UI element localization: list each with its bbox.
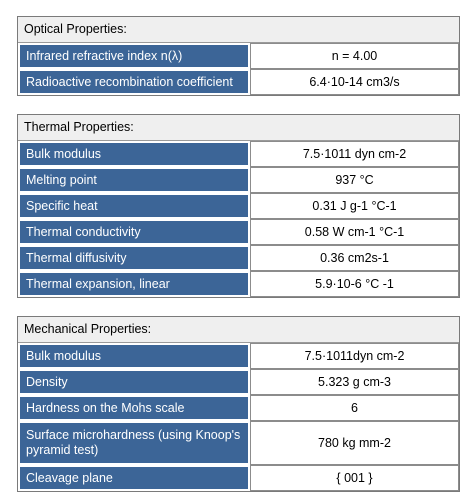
property-value: 6 [250,395,459,421]
table-row [18,193,459,219]
table-row [18,343,459,369]
property-value: 0.58 W cm-1 °C-1 [250,219,459,245]
table-row [18,245,459,271]
property-value: 0.36 cm2s-1 [250,245,459,271]
property-label: Thermal conductivity [18,219,250,245]
table-row [18,43,459,69]
table-row [18,271,459,297]
property-label: Bulk modulus [18,343,250,369]
property-label: Specific heat [18,193,250,219]
section-title: Optical Properties: [18,17,459,43]
properties-table [18,43,459,95]
mechanical-properties-table [17,316,460,492]
property-value: 6.4·10-14 cm3/s [250,69,459,95]
property-label: Surface microhardness (using Knoop's pyramid test) [18,421,250,465]
property-label: Thermal expansion, linear [18,271,250,297]
table-row [18,369,459,395]
thermal-properties-table [17,114,460,298]
property-value: 937 °C [250,167,459,193]
section-title: Thermal Properties: [18,115,459,141]
table-row [18,69,459,95]
property-value: { 001 } [250,465,459,491]
property-value: 7.5·1011 dyn cm-2 [250,141,459,167]
property-label: Hardness on the Mohs scale [18,395,250,421]
property-value: n = 4.00 [250,43,459,69]
property-value: 7.5·1011dyn cm-2 [250,343,459,369]
table-row [18,465,459,491]
property-label: Cleavage plane [18,465,250,491]
property-label: Infrared refractive index n(λ) [18,43,250,69]
table-row [18,141,459,167]
property-label: Density [18,369,250,395]
section-title: Mechanical Properties: [18,317,459,343]
property-label: Thermal diffusivity [18,245,250,271]
properties-table [18,343,459,491]
table-row [18,167,459,193]
property-value: 0.31 J g-1 °C-1 [250,193,459,219]
property-label: Bulk modulus [18,141,250,167]
properties-table [18,141,459,297]
table-row [18,219,459,245]
table-row [18,421,459,465]
property-label: Melting point [18,167,250,193]
property-value: 780 kg mm-2 [250,421,459,465]
property-value: 5.9·10-6 °C -1 [250,271,459,297]
table-row [18,395,459,421]
property-label: Radioactive recombination coefficient [18,69,250,95]
optical-properties-table [17,16,460,96]
property-value: 5.323 g cm-3 [250,369,459,395]
